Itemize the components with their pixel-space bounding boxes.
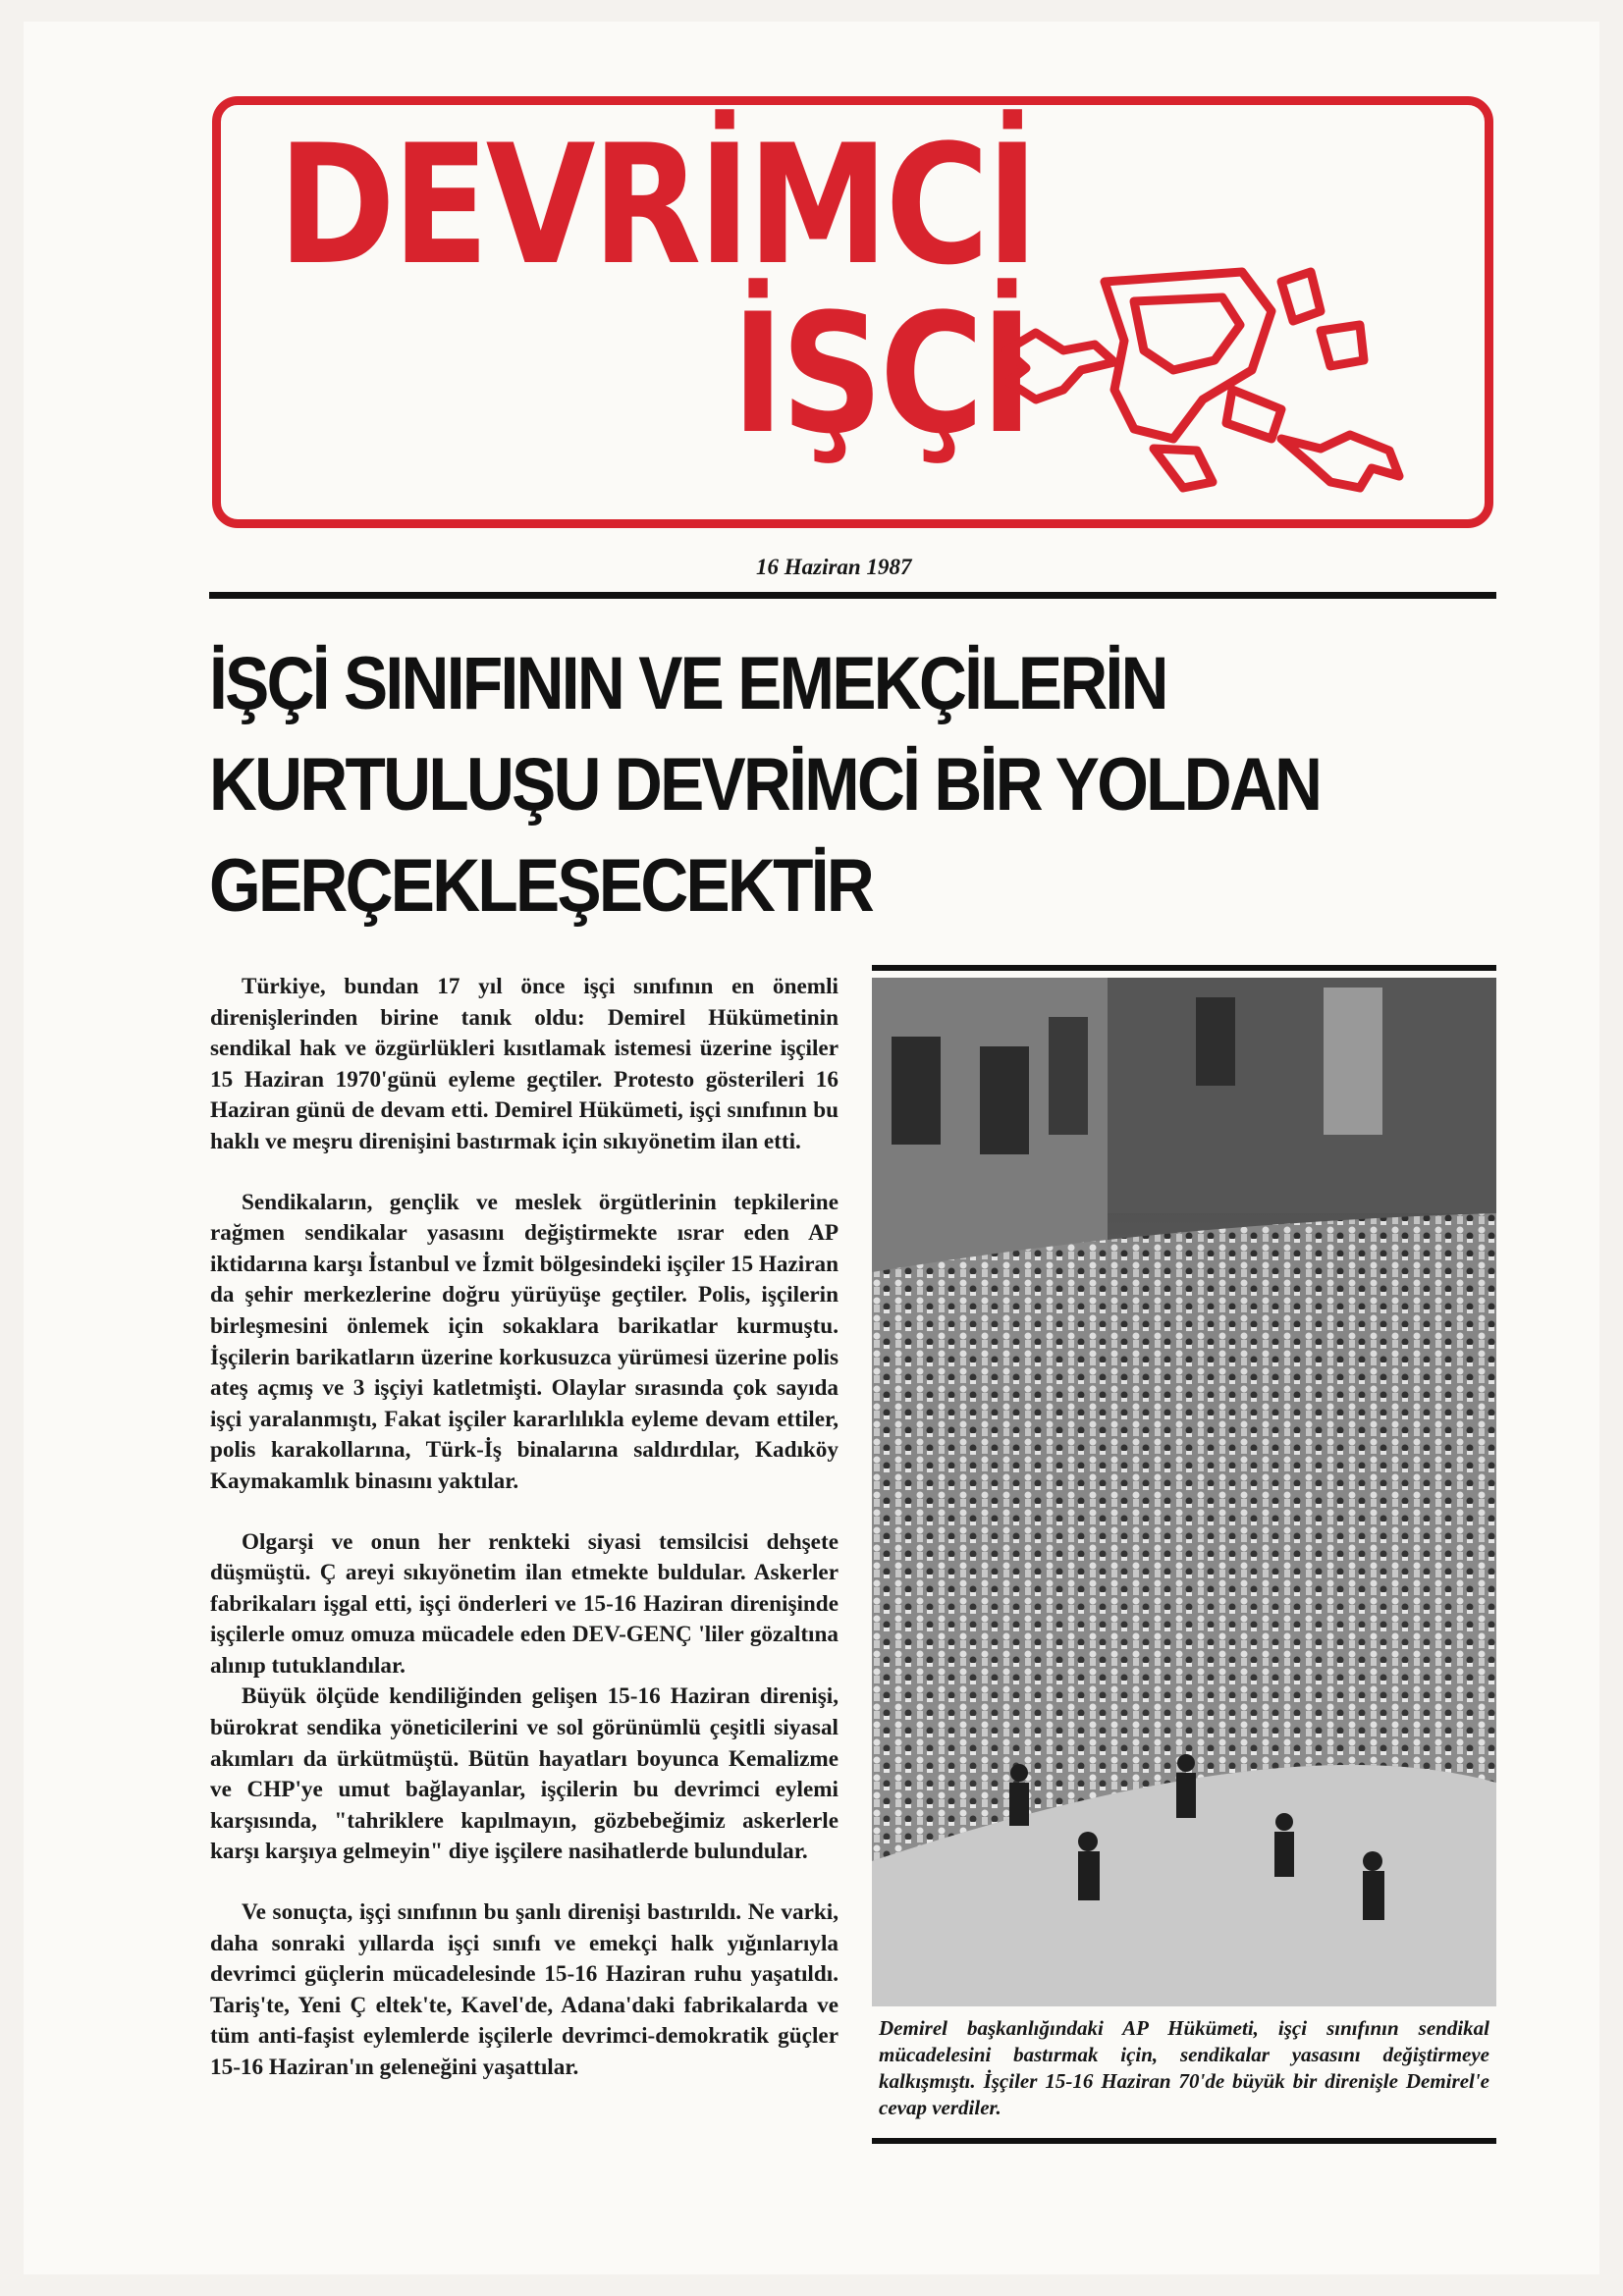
divider <box>209 592 1496 599</box>
article-paragraph: Büyük ölçüde kendiliğinden gelişen 15-16 Haziran direnişi, bürokrat sendika yöneticilerini ve sol görünümlü çeşitli siyasal akımları da ürkütmüştü. Bütün hayatları boyunca Kemalizme ve CHP'ye umut bağlayanlar, işçilerin bu devrimci eylemi karşısında, "tahriklere kapılmayın, gözbebeğimiz askerlerle karşı karşıya gelmeyin" diye işçilere nasihatlerde bulundular. <box>210 1683 839 1865</box>
divider <box>872 965 1496 971</box>
logo-title-line1: DEVRİMCİ <box>278 109 1036 301</box>
divider <box>872 2138 1496 2144</box>
main-headline <box>209 633 1363 936</box>
logo-title-line2: İŞÇİ <box>731 278 1030 470</box>
wrench-and-tools-icon <box>987 242 1419 507</box>
photo-caption: Demirel başkanlığındaki AP Hükümeti, işçi sınıfının sendikal mücadelesini bastırmak için, sendikalar yasasını değiştirmeye kalkışmıştı. İşçiler 15-16 Haziran 70'de büyük bir direnişle Demirel'e cevap verdiler. <box>879 2016 1489 2119</box>
issue-date: 16 Haziran 1987 <box>756 555 912 579</box>
headline-line: GERÇEKLEŞECEKTİR <box>209 844 873 928</box>
masthead-frame <box>212 96 1493 528</box>
article-body <box>210 972 839 2113</box>
headline-line: KURTULUŞU DEVRİMCİ BİR YOLDAN <box>209 743 1321 827</box>
article-paragraph: Sendikaların, gençlik ve meslek örgütlerinin tepkilerine rağmen sendikalar yasasını değiştirmekte ısrar eden AP iktidarına karşı İstanbul ve İzmit bölgesindeki işçiler 15 Haziran da şehir merkezlerine doğru yürüyüşe geçtiler. Polis, işçilerin birleşmesini önlemek için sokaklara barikatlar kurmuştu. İşçilerin barikatların üzerine korkusuzca yürümesi üzerine polis ateş açmış ve 3 işçiyi katletmişti. Olaylar sırasında çok sayıda işçi yaralanmıştı, Fakat işçiler kararlılıkla eyleme devam ettiler, polis karakollarına, Türk-İş binalarına saldırdılar, Kadıköy Kaymakamlık binasını yaktılar. <box>210 1189 839 1494</box>
article-paragraph: Olgarşi ve onun her renkteki siyasi temsilcisi dehşete düşmüştü. Ç areyi sıkıyönetim ilan etmekte buldular. Askerler fabrikaları işgal etti, işçi önderleri ve 15-16 Haziran direnişinde işçilerle omuz omuza mücadele eden DEV-GENÇ 'liler gözaltına alınıp tutuklandılar. <box>210 1528 839 1679</box>
headline-line: İŞÇİ SINIFININ VE EMEKÇİLERİN <box>209 642 1166 725</box>
protest-photo <box>872 978 1496 2006</box>
article-paragraph: Ve sonuçta, işçi sınıfının bu şanlı direnişi bastırıldı. Ne varki, daha sonraki yıllarda işçi sınıfı ve emekçi halk yığınlarıyla devrimci güçlerin mücadelesinde 15-16 Haziran ruhu yaşatıldı. Tariş'te, Yeni Ç eltek'te, Kavel'de, Adana'daki fabrikalarda ve tüm anti-faşist eylemlerde işçilerle devrimci-demokratik güçler 15-16 Haziran'ın geleneğini yaşattılar. <box>210 1899 839 2080</box>
article-paragraph: Türkiye, bundan 17 yıl önce işçi sınıfının en önemli direnişlerinden birine tanık oldu: Demirel Hükümetinin sendikal hak ve özgürlükleri kısıtlamak istemesi üzerine işçiler 15 Haziran 1970'günü eyleme geçtiler. Protesto gösterileri 16 Haziran günü de devam etti. Demirel Hükümeti, işçi sınıfının bu haklı ve meşru direnişini bastırmak için sıkıyönetim ilan etti. <box>210 974 839 1154</box>
